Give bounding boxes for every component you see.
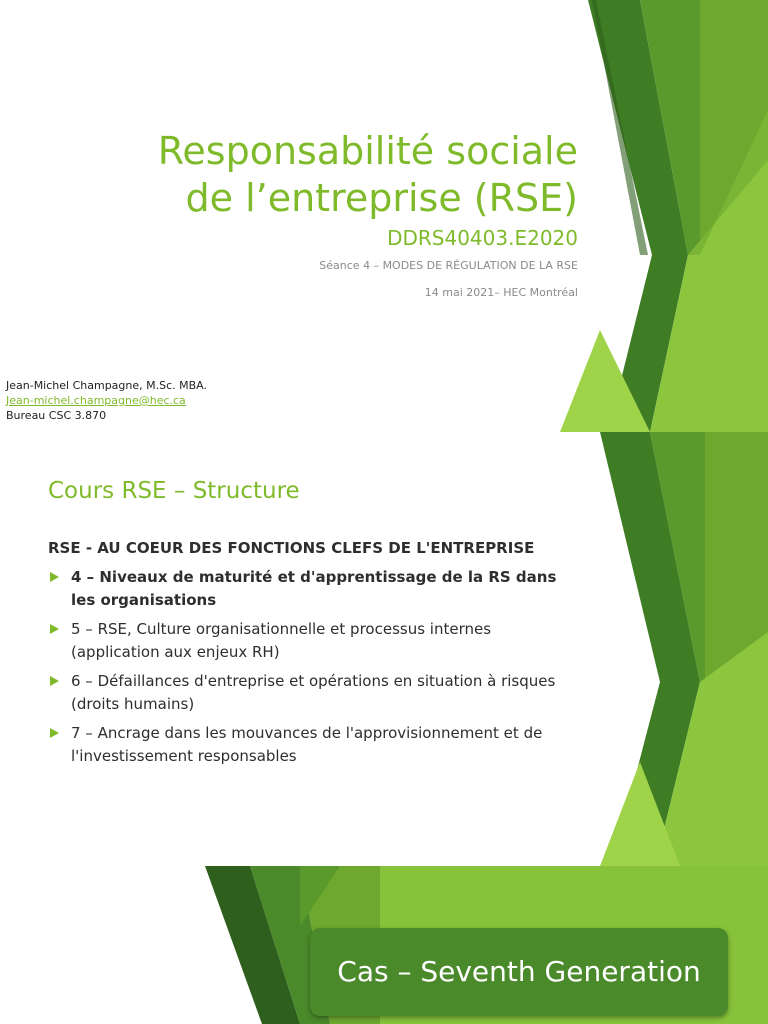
case-title-box: [310, 928, 728, 1016]
list-item-text: 6 – Défaillances d'entreprise et opérations en situation à risques (droits humains): [71, 672, 556, 713]
list-item-text: 7 – Ancrage dans les mouvances de l'approvisionnement et de l'investissement responsables: [71, 724, 543, 765]
slide-title: Cours RSE – Structure: [48, 478, 300, 504]
date-place: 14 mai 2021– HEC Montréal: [424, 286, 578, 299]
contact-office: Bureau CSC 3.870: [6, 409, 107, 422]
triangle-bullet-icon: [50, 572, 59, 582]
triangle-bullet-icon: [50, 676, 59, 686]
structure-slide: [0, 432, 768, 866]
title-line-2: de l’entreprise (RSE): [185, 176, 578, 220]
topic-list: [48, 566, 568, 774]
list-item: [48, 670, 568, 716]
section-heading: RSE - AU COEUR DES FONCTIONS CLEFS DE L'ENTREPRISE: [48, 539, 535, 557]
list-item: [48, 618, 568, 664]
list-item: [48, 566, 568, 612]
list-item-text: 4 – Niveaux de maturité et d'apprentissage de la RS dans les organisations: [71, 568, 557, 609]
list-item-text: 5 – RSE, Culture organisationnelle et processus internes (application aux enjeux RH): [71, 620, 492, 661]
contact-name: Jean-Michel Champagne, M.Sc. MBA.: [6, 379, 208, 392]
list-item: [48, 722, 568, 768]
triangle-bullet-icon: [50, 624, 59, 634]
presentation-title: [58, 128, 578, 222]
case-slide: [0, 866, 768, 1024]
contact-block: [6, 378, 207, 423]
triangle-bullet-icon: [50, 728, 59, 738]
case-title: Cas – Seventh Generation: [337, 955, 701, 988]
title-line-1: Responsabilité sociale: [157, 129, 578, 173]
title-slide: [0, 0, 768, 432]
course-code: DDRS40403.E2020: [387, 226, 578, 250]
contact-email-link[interactable]: Jean-michel.champagne@hec.ca: [6, 394, 186, 407]
session-subtitle: Séance 4 – MODES DE RÉGULATION DE LA RSE: [319, 259, 578, 272]
